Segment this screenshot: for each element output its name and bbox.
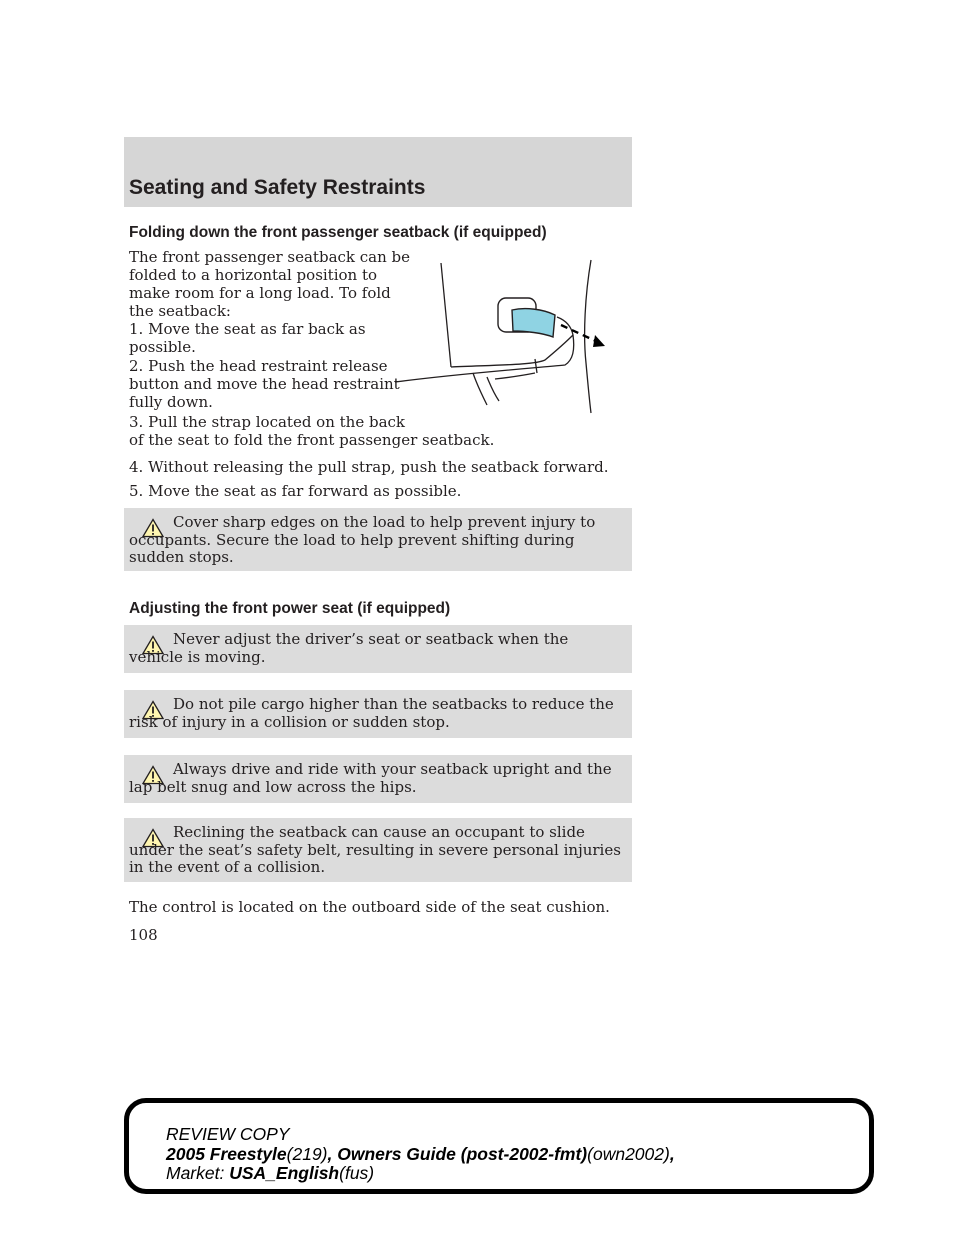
intro-paragraph xyxy=(129,248,410,320)
text-line: button and move the head restraint xyxy=(129,375,400,393)
text-line: 3. Pull the strap located on the back xyxy=(129,413,406,431)
warning-box xyxy=(124,755,632,803)
footer-market: USA_English xyxy=(229,1163,340,1183)
text-line: The front passenger seatback can be xyxy=(129,248,411,266)
footer-guide: , Owners Guide (post-2002-fmt) xyxy=(327,1144,588,1164)
text-line: of the seat to fold the front passenger seatback. xyxy=(129,431,495,449)
text-line: possible. xyxy=(129,338,196,356)
section-heading-folding: Folding down the front passenger seatback (if equipped) xyxy=(129,224,547,241)
text-line: 2. Push the head restraint release xyxy=(129,357,388,375)
step-4: 4. Without releasing the pull strap, push the seatback forward. xyxy=(129,458,609,476)
strap-handle xyxy=(512,309,555,337)
text-line: 1. Move the seat as far back as xyxy=(129,320,366,338)
warning-text: Reclining the seatback can cause an occupant to slide under the seat’s safety belt, resulting in severe personal injuries in the event of a collision. xyxy=(129,823,621,876)
text-line: make room for a long load. To fold xyxy=(129,284,391,302)
text-line: folded to a horizontal position to xyxy=(129,266,378,284)
step-1 xyxy=(129,320,366,356)
footer-market-label: Market: xyxy=(166,1163,225,1183)
footer-comma: , xyxy=(669,1144,675,1164)
footer-model-code: (219) xyxy=(286,1144,328,1164)
footer-guide-code: (own2002) xyxy=(587,1144,670,1164)
seat-strap-illustration xyxy=(395,255,625,415)
warning-box xyxy=(124,508,632,571)
text-line: fully down. xyxy=(129,393,213,411)
section-heading-power-seat: Adjusting the front power seat (if equipped) xyxy=(129,600,451,617)
warning-text: Always drive and ride with your seatback upright and the lap belt snug and low across the hips. xyxy=(129,760,612,796)
warning-text: Never adjust the driver’s seat or seatback when the vehicle is moving. xyxy=(129,630,569,666)
footer-market-line xyxy=(166,1163,374,1183)
warning-text: Do not pile cargo higher than the seatbacks to reduce the risk of injury in a collision or sudden stop. xyxy=(129,695,614,731)
warning-box xyxy=(124,625,632,673)
closing-paragraph: The control is located on the outboard side of the seat cushion. xyxy=(129,898,610,916)
footer-market-code: (fus) xyxy=(339,1163,375,1183)
review-copy-label: REVIEW COPY xyxy=(166,1124,290,1144)
step-2 xyxy=(129,357,400,411)
page-title: Seating and Safety Restraints xyxy=(129,176,426,199)
footer-model: 2005 Freestyle xyxy=(166,1144,287,1164)
text-line: the seatback: xyxy=(129,302,231,320)
arrow-head-icon xyxy=(593,335,605,347)
page-number: 108 xyxy=(129,926,158,944)
warning-box xyxy=(124,818,632,882)
warning-box xyxy=(124,690,632,738)
step-3 xyxy=(129,413,494,449)
footer-publication-line xyxy=(166,1144,675,1164)
step-5: 5. Move the seat as far forward as possible. xyxy=(129,482,462,500)
warning-text: Cover sharp edges on the load to help prevent injury to occupants. Secure the load to help prevent shifting during sudden stops. xyxy=(129,513,596,566)
